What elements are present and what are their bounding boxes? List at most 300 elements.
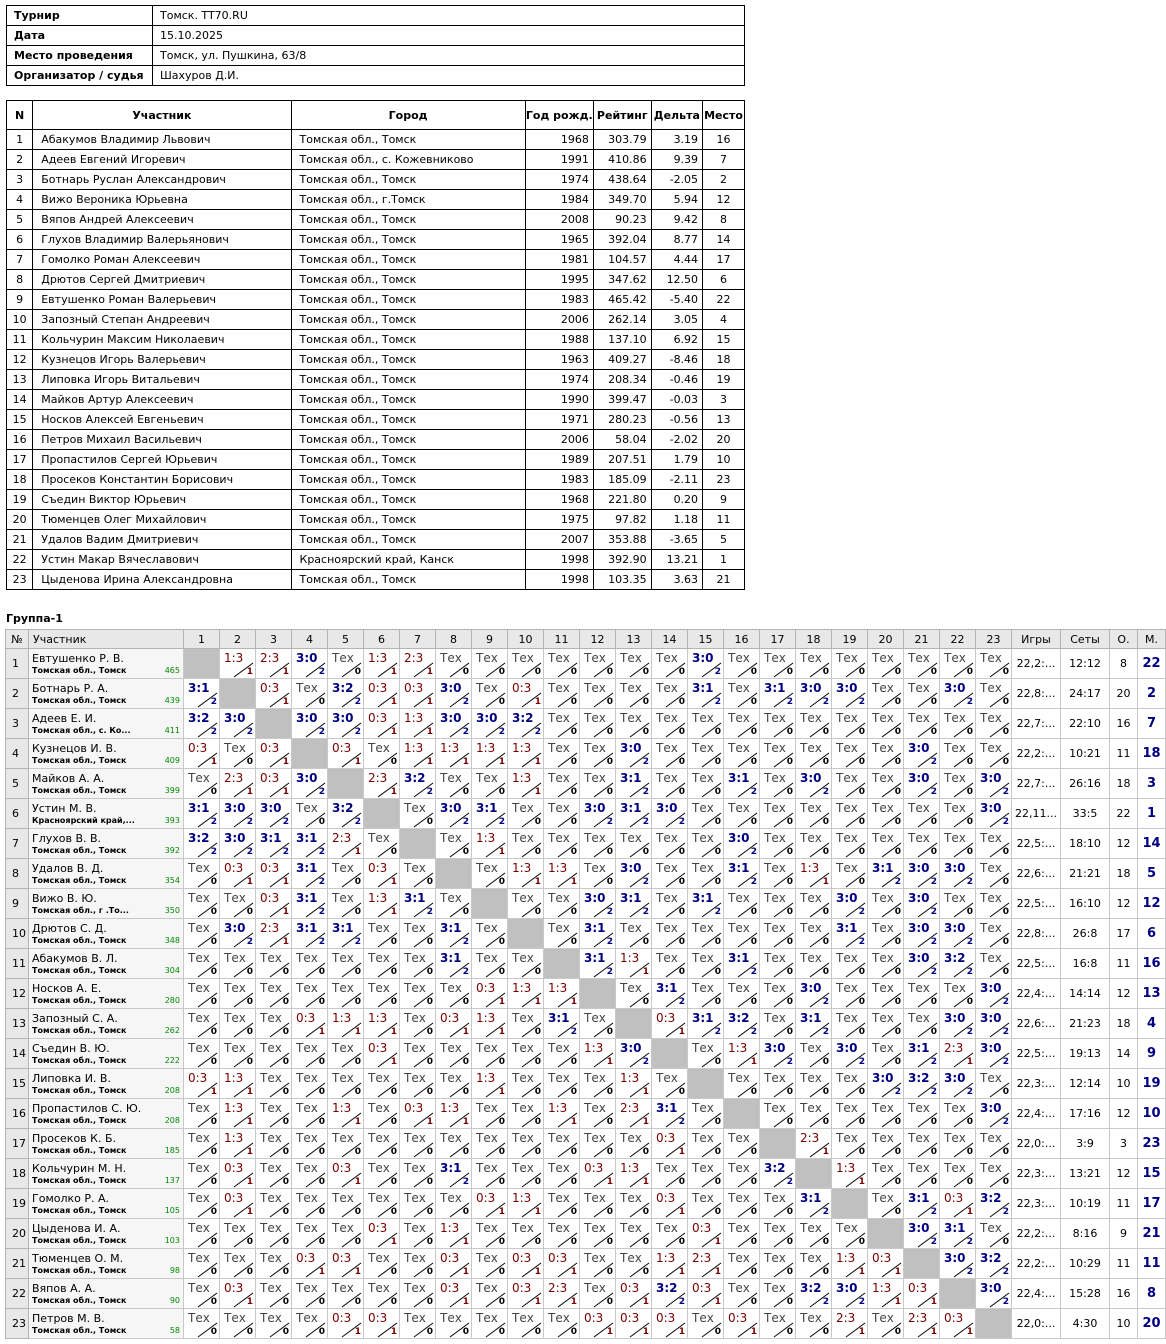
match-result-cell[interactable] bbox=[976, 1099, 1012, 1129]
match-result-cell[interactable] bbox=[364, 1099, 400, 1129]
match-result-cell[interactable] bbox=[616, 1309, 652, 1339]
match-result-cell[interactable] bbox=[940, 769, 976, 799]
match-result-cell[interactable] bbox=[976, 1159, 1012, 1189]
match-result-cell[interactable] bbox=[724, 1069, 760, 1099]
match-result-cell[interactable] bbox=[688, 1249, 724, 1279]
match-result-cell[interactable] bbox=[688, 739, 724, 769]
match-result-cell[interactable] bbox=[508, 859, 544, 889]
match-result-cell[interactable] bbox=[796, 859, 832, 889]
match-result-cell[interactable] bbox=[904, 859, 940, 889]
match-result-cell[interactable] bbox=[364, 1039, 400, 1069]
match-result-cell[interactable] bbox=[796, 1069, 832, 1099]
match-result-cell[interactable] bbox=[724, 1159, 760, 1189]
match-result-cell[interactable] bbox=[652, 1189, 688, 1219]
match-result-cell[interactable] bbox=[940, 1069, 976, 1099]
match-result-cell[interactable] bbox=[544, 1279, 580, 1309]
match-result-cell[interactable] bbox=[796, 1009, 832, 1039]
match-result-cell[interactable] bbox=[976, 1129, 1012, 1159]
match-result-cell[interactable] bbox=[436, 1039, 472, 1069]
match-result-cell[interactable] bbox=[652, 1249, 688, 1279]
match-result-cell[interactable] bbox=[328, 739, 364, 769]
match-result-cell[interactable] bbox=[724, 769, 760, 799]
match-result-cell[interactable] bbox=[544, 1009, 580, 1039]
match-result-cell[interactable] bbox=[652, 919, 688, 949]
match-result-cell[interactable] bbox=[436, 649, 472, 679]
match-result-cell[interactable] bbox=[976, 739, 1012, 769]
match-result-cell[interactable] bbox=[688, 1159, 724, 1189]
match-result-cell[interactable] bbox=[724, 1189, 760, 1219]
match-result-cell[interactable] bbox=[544, 1309, 580, 1339]
match-result-cell[interactable] bbox=[688, 1279, 724, 1309]
match-result-cell[interactable] bbox=[760, 1279, 796, 1309]
match-result-cell[interactable] bbox=[580, 1279, 616, 1309]
match-result-cell[interactable] bbox=[616, 859, 652, 889]
match-result-cell[interactable] bbox=[724, 1039, 760, 1069]
match-result-cell[interactable] bbox=[580, 799, 616, 829]
match-result-cell[interactable] bbox=[436, 739, 472, 769]
match-result-cell[interactable] bbox=[760, 709, 796, 739]
match-result-cell[interactable] bbox=[652, 679, 688, 709]
match-result-cell[interactable] bbox=[400, 1279, 436, 1309]
match-result-cell[interactable] bbox=[328, 1189, 364, 1219]
match-result-cell[interactable] bbox=[724, 919, 760, 949]
match-result-cell[interactable] bbox=[436, 979, 472, 1009]
match-result-cell[interactable] bbox=[184, 1219, 220, 1249]
match-result-cell[interactable] bbox=[508, 769, 544, 799]
match-result-cell[interactable] bbox=[400, 679, 436, 709]
match-result-cell[interactable] bbox=[184, 769, 220, 799]
match-result-cell[interactable] bbox=[724, 709, 760, 739]
match-result-cell[interactable] bbox=[400, 709, 436, 739]
match-result-cell[interactable] bbox=[832, 1009, 868, 1039]
match-result-cell[interactable] bbox=[220, 889, 256, 919]
match-result-cell[interactable] bbox=[724, 1129, 760, 1159]
match-result-cell[interactable] bbox=[616, 1069, 652, 1099]
match-result-cell[interactable] bbox=[364, 949, 400, 979]
match-result-cell[interactable] bbox=[328, 859, 364, 889]
match-result-cell[interactable] bbox=[688, 679, 724, 709]
match-result-cell[interactable] bbox=[508, 889, 544, 919]
match-result-cell[interactable] bbox=[256, 1309, 292, 1339]
match-result-cell[interactable] bbox=[292, 919, 328, 949]
match-result-cell[interactable] bbox=[256, 739, 292, 769]
match-result-cell[interactable] bbox=[724, 889, 760, 919]
match-result-cell[interactable] bbox=[832, 1309, 868, 1339]
match-result-cell[interactable] bbox=[904, 919, 940, 949]
match-result-cell[interactable] bbox=[904, 1099, 940, 1129]
match-result-cell[interactable] bbox=[508, 1219, 544, 1249]
match-result-cell[interactable] bbox=[400, 919, 436, 949]
match-result-cell[interactable] bbox=[472, 709, 508, 739]
match-result-cell[interactable] bbox=[184, 889, 220, 919]
match-result-cell[interactable] bbox=[292, 679, 328, 709]
match-result-cell[interactable] bbox=[796, 1129, 832, 1159]
match-result-cell[interactable] bbox=[364, 769, 400, 799]
match-result-cell[interactable] bbox=[724, 1249, 760, 1279]
match-result-cell[interactable] bbox=[940, 979, 976, 1009]
match-result-cell[interactable] bbox=[760, 679, 796, 709]
match-result-cell[interactable] bbox=[832, 949, 868, 979]
match-result-cell[interactable] bbox=[580, 949, 616, 979]
match-result-cell[interactable] bbox=[472, 799, 508, 829]
match-result-cell[interactable] bbox=[904, 1159, 940, 1189]
match-result-cell[interactable] bbox=[868, 649, 904, 679]
match-result-cell[interactable] bbox=[328, 799, 364, 829]
match-result-cell[interactable] bbox=[652, 1279, 688, 1309]
match-result-cell[interactable] bbox=[832, 829, 868, 859]
match-result-cell[interactable] bbox=[292, 1189, 328, 1219]
match-result-cell[interactable] bbox=[904, 1189, 940, 1219]
match-result-cell[interactable] bbox=[184, 1099, 220, 1129]
match-result-cell[interactable] bbox=[184, 1279, 220, 1309]
match-result-cell[interactable] bbox=[796, 1249, 832, 1279]
match-result-cell[interactable] bbox=[292, 709, 328, 739]
match-result-cell[interactable] bbox=[436, 1099, 472, 1129]
match-result-cell[interactable] bbox=[580, 1129, 616, 1159]
match-result-cell[interactable] bbox=[256, 1249, 292, 1279]
match-result-cell[interactable] bbox=[220, 1129, 256, 1159]
match-result-cell[interactable] bbox=[544, 979, 580, 1009]
match-result-cell[interactable] bbox=[580, 649, 616, 679]
match-result-cell[interactable] bbox=[364, 1189, 400, 1219]
match-result-cell[interactable] bbox=[544, 679, 580, 709]
match-result-cell[interactable] bbox=[508, 1309, 544, 1339]
match-result-cell[interactable] bbox=[760, 1189, 796, 1219]
match-result-cell[interactable] bbox=[904, 679, 940, 709]
match-result-cell[interactable] bbox=[940, 709, 976, 739]
match-result-cell[interactable] bbox=[508, 739, 544, 769]
match-result-cell[interactable] bbox=[328, 1309, 364, 1339]
match-result-cell[interactable] bbox=[616, 1099, 652, 1129]
match-result-cell[interactable] bbox=[256, 799, 292, 829]
grid-player-cell[interactable] bbox=[29, 1069, 184, 1099]
grid-player-cell[interactable] bbox=[29, 649, 184, 679]
match-result-cell[interactable] bbox=[868, 1279, 904, 1309]
match-result-cell[interactable] bbox=[580, 919, 616, 949]
match-result-cell[interactable] bbox=[580, 769, 616, 799]
match-result-cell[interactable] bbox=[472, 1249, 508, 1279]
match-result-cell[interactable] bbox=[652, 1069, 688, 1099]
match-result-cell[interactable] bbox=[436, 1189, 472, 1219]
match-result-cell[interactable] bbox=[580, 1159, 616, 1189]
match-result-cell[interactable] bbox=[616, 649, 652, 679]
match-result-cell[interactable] bbox=[472, 829, 508, 859]
match-result-cell[interactable] bbox=[292, 769, 328, 799]
match-result-cell[interactable] bbox=[508, 1189, 544, 1219]
match-result-cell[interactable] bbox=[724, 1219, 760, 1249]
match-result-cell[interactable] bbox=[796, 1219, 832, 1249]
grid-player-cell[interactable] bbox=[29, 1129, 184, 1159]
match-result-cell[interactable] bbox=[616, 1039, 652, 1069]
match-result-cell[interactable] bbox=[832, 769, 868, 799]
match-result-cell[interactable] bbox=[652, 889, 688, 919]
match-result-cell[interactable] bbox=[292, 949, 328, 979]
match-result-cell[interactable] bbox=[364, 859, 400, 889]
match-result-cell[interactable] bbox=[688, 1099, 724, 1129]
match-result-cell[interactable] bbox=[544, 1159, 580, 1189]
match-result-cell[interactable] bbox=[616, 1159, 652, 1189]
match-result-cell[interactable] bbox=[400, 1189, 436, 1219]
match-result-cell[interactable] bbox=[796, 979, 832, 1009]
match-result-cell[interactable] bbox=[760, 1249, 796, 1279]
match-result-cell[interactable] bbox=[508, 1069, 544, 1099]
match-result-cell[interactable] bbox=[976, 649, 1012, 679]
match-result-cell[interactable] bbox=[688, 709, 724, 739]
match-result-cell[interactable] bbox=[472, 769, 508, 799]
match-result-cell[interactable] bbox=[688, 649, 724, 679]
match-result-cell[interactable] bbox=[580, 1069, 616, 1099]
match-result-cell[interactable] bbox=[184, 949, 220, 979]
match-result-cell[interactable] bbox=[652, 1009, 688, 1039]
match-result-cell[interactable] bbox=[220, 1099, 256, 1129]
match-result-cell[interactable] bbox=[652, 949, 688, 979]
grid-player-cell[interactable] bbox=[29, 709, 184, 739]
grid-player-cell[interactable] bbox=[29, 979, 184, 1009]
match-result-cell[interactable] bbox=[832, 1159, 868, 1189]
match-result-cell[interactable] bbox=[904, 1009, 940, 1039]
match-result-cell[interactable] bbox=[436, 799, 472, 829]
match-result-cell[interactable] bbox=[472, 979, 508, 1009]
match-result-cell[interactable] bbox=[976, 889, 1012, 919]
grid-player-cell[interactable] bbox=[29, 679, 184, 709]
match-result-cell[interactable] bbox=[832, 1129, 868, 1159]
match-result-cell[interactable] bbox=[868, 1039, 904, 1069]
match-result-cell[interactable] bbox=[796, 1099, 832, 1129]
match-result-cell[interactable] bbox=[328, 1069, 364, 1099]
match-result-cell[interactable] bbox=[292, 1129, 328, 1159]
match-result-cell[interactable] bbox=[508, 709, 544, 739]
match-result-cell[interactable] bbox=[184, 1189, 220, 1219]
match-result-cell[interactable] bbox=[256, 649, 292, 679]
match-result-cell[interactable] bbox=[436, 1069, 472, 1099]
match-result-cell[interactable] bbox=[184, 1039, 220, 1069]
match-result-cell[interactable] bbox=[184, 1009, 220, 1039]
match-result-cell[interactable] bbox=[472, 1279, 508, 1309]
match-result-cell[interactable] bbox=[292, 1069, 328, 1099]
match-result-cell[interactable] bbox=[940, 1039, 976, 1069]
match-result-cell[interactable] bbox=[688, 799, 724, 829]
match-result-cell[interactable] bbox=[220, 859, 256, 889]
match-result-cell[interactable] bbox=[940, 1159, 976, 1189]
match-result-cell[interactable] bbox=[724, 949, 760, 979]
match-result-cell[interactable] bbox=[328, 1099, 364, 1129]
match-result-cell[interactable] bbox=[256, 1009, 292, 1039]
match-result-cell[interactable] bbox=[292, 1219, 328, 1249]
match-result-cell[interactable] bbox=[256, 1129, 292, 1159]
match-result-cell[interactable] bbox=[760, 1309, 796, 1339]
match-result-cell[interactable] bbox=[544, 859, 580, 889]
match-result-cell[interactable] bbox=[580, 859, 616, 889]
grid-player-cell[interactable] bbox=[29, 1249, 184, 1279]
match-result-cell[interactable] bbox=[760, 949, 796, 979]
match-result-cell[interactable] bbox=[328, 1129, 364, 1159]
match-result-cell[interactable] bbox=[292, 1039, 328, 1069]
match-result-cell[interactable] bbox=[868, 829, 904, 859]
grid-player-cell[interactable] bbox=[29, 949, 184, 979]
grid-player-cell[interactable] bbox=[29, 1219, 184, 1249]
match-result-cell[interactable] bbox=[688, 1039, 724, 1069]
match-result-cell[interactable] bbox=[544, 1219, 580, 1249]
match-result-cell[interactable] bbox=[868, 1189, 904, 1219]
match-result-cell[interactable] bbox=[904, 799, 940, 829]
match-result-cell[interactable] bbox=[508, 1039, 544, 1069]
match-result-cell[interactable] bbox=[400, 1219, 436, 1249]
match-result-cell[interactable] bbox=[508, 1279, 544, 1309]
match-result-cell[interactable] bbox=[472, 1069, 508, 1099]
match-result-cell[interactable] bbox=[364, 919, 400, 949]
match-result-cell[interactable] bbox=[796, 649, 832, 679]
match-result-cell[interactable] bbox=[364, 1069, 400, 1099]
match-result-cell[interactable] bbox=[184, 979, 220, 1009]
match-result-cell[interactable] bbox=[220, 649, 256, 679]
match-result-cell[interactable] bbox=[652, 1129, 688, 1159]
match-result-cell[interactable] bbox=[364, 1249, 400, 1279]
match-result-cell[interactable] bbox=[328, 1249, 364, 1279]
match-result-cell[interactable] bbox=[796, 919, 832, 949]
match-result-cell[interactable] bbox=[796, 769, 832, 799]
match-result-cell[interactable] bbox=[940, 799, 976, 829]
grid-player-cell[interactable] bbox=[29, 799, 184, 829]
match-result-cell[interactable] bbox=[364, 1009, 400, 1039]
match-result-cell[interactable] bbox=[220, 1039, 256, 1069]
match-result-cell[interactable] bbox=[976, 679, 1012, 709]
match-result-cell[interactable] bbox=[472, 1159, 508, 1189]
match-result-cell[interactable] bbox=[580, 829, 616, 859]
match-result-cell[interactable] bbox=[400, 1009, 436, 1039]
match-result-cell[interactable] bbox=[328, 1159, 364, 1189]
grid-player-cell[interactable] bbox=[29, 889, 184, 919]
match-result-cell[interactable] bbox=[976, 1249, 1012, 1279]
match-result-cell[interactable] bbox=[328, 829, 364, 859]
match-result-cell[interactable] bbox=[508, 1099, 544, 1129]
grid-player-cell[interactable] bbox=[29, 739, 184, 769]
match-result-cell[interactable] bbox=[472, 679, 508, 709]
match-result-cell[interactable] bbox=[652, 1099, 688, 1129]
match-result-cell[interactable] bbox=[796, 1309, 832, 1339]
match-result-cell[interactable] bbox=[328, 1039, 364, 1069]
match-result-cell[interactable] bbox=[616, 1279, 652, 1309]
match-result-cell[interactable] bbox=[184, 1159, 220, 1189]
match-result-cell[interactable] bbox=[940, 739, 976, 769]
match-result-cell[interactable] bbox=[364, 1219, 400, 1249]
match-result-cell[interactable] bbox=[544, 919, 580, 949]
match-result-cell[interactable] bbox=[400, 949, 436, 979]
grid-player-cell[interactable] bbox=[29, 1279, 184, 1309]
match-result-cell[interactable] bbox=[832, 799, 868, 829]
match-result-cell[interactable] bbox=[436, 1279, 472, 1309]
match-result-cell[interactable] bbox=[652, 979, 688, 1009]
match-result-cell[interactable] bbox=[508, 799, 544, 829]
match-result-cell[interactable] bbox=[616, 949, 652, 979]
match-result-cell[interactable] bbox=[256, 1219, 292, 1249]
match-result-cell[interactable] bbox=[616, 889, 652, 919]
match-result-cell[interactable] bbox=[652, 649, 688, 679]
match-result-cell[interactable] bbox=[616, 769, 652, 799]
match-result-cell[interactable] bbox=[616, 739, 652, 769]
match-result-cell[interactable] bbox=[256, 829, 292, 859]
match-result-cell[interactable] bbox=[760, 1099, 796, 1129]
match-result-cell[interactable] bbox=[724, 649, 760, 679]
match-result-cell[interactable] bbox=[940, 649, 976, 679]
match-result-cell[interactable] bbox=[832, 1249, 868, 1279]
match-result-cell[interactable] bbox=[544, 889, 580, 919]
match-result-cell[interactable] bbox=[400, 769, 436, 799]
match-result-cell[interactable] bbox=[940, 919, 976, 949]
match-result-cell[interactable] bbox=[940, 949, 976, 979]
match-result-cell[interactable] bbox=[796, 1039, 832, 1069]
match-result-cell[interactable] bbox=[616, 919, 652, 949]
match-result-cell[interactable] bbox=[868, 769, 904, 799]
match-result-cell[interactable] bbox=[904, 649, 940, 679]
match-result-cell[interactable] bbox=[580, 1189, 616, 1219]
match-result-cell[interactable] bbox=[472, 949, 508, 979]
match-result-cell[interactable] bbox=[400, 799, 436, 829]
match-result-cell[interactable] bbox=[832, 1099, 868, 1129]
match-result-cell[interactable] bbox=[796, 679, 832, 709]
match-result-cell[interactable] bbox=[868, 1159, 904, 1189]
match-result-cell[interactable] bbox=[580, 1039, 616, 1069]
match-result-cell[interactable] bbox=[220, 1219, 256, 1249]
match-result-cell[interactable] bbox=[832, 1069, 868, 1099]
match-result-cell[interactable] bbox=[472, 859, 508, 889]
match-result-cell[interactable] bbox=[400, 889, 436, 919]
match-result-cell[interactable] bbox=[220, 709, 256, 739]
match-result-cell[interactable] bbox=[436, 1129, 472, 1159]
match-result-cell[interactable] bbox=[472, 919, 508, 949]
match-result-cell[interactable] bbox=[832, 889, 868, 919]
match-result-cell[interactable] bbox=[220, 769, 256, 799]
match-result-cell[interactable] bbox=[760, 799, 796, 829]
match-result-cell[interactable] bbox=[544, 1039, 580, 1069]
match-result-cell[interactable] bbox=[904, 979, 940, 1009]
match-result-cell[interactable] bbox=[580, 709, 616, 739]
match-result-cell[interactable] bbox=[544, 1249, 580, 1279]
match-result-cell[interactable] bbox=[508, 1129, 544, 1159]
match-result-cell[interactable] bbox=[436, 889, 472, 919]
match-result-cell[interactable] bbox=[256, 1039, 292, 1069]
match-result-cell[interactable] bbox=[292, 1279, 328, 1309]
match-result-cell[interactable] bbox=[220, 1309, 256, 1339]
match-result-cell[interactable] bbox=[580, 889, 616, 919]
match-result-cell[interactable] bbox=[616, 679, 652, 709]
match-result-cell[interactable] bbox=[832, 859, 868, 889]
match-result-cell[interactable] bbox=[688, 1009, 724, 1039]
match-result-cell[interactable] bbox=[940, 679, 976, 709]
match-result-cell[interactable] bbox=[904, 1039, 940, 1069]
match-result-cell[interactable] bbox=[832, 1039, 868, 1069]
match-result-cell[interactable] bbox=[400, 1159, 436, 1189]
match-result-cell[interactable] bbox=[400, 1309, 436, 1339]
match-result-cell[interactable] bbox=[256, 1099, 292, 1129]
match-result-cell[interactable] bbox=[868, 1309, 904, 1339]
match-result-cell[interactable] bbox=[400, 1129, 436, 1159]
match-result-cell[interactable] bbox=[904, 769, 940, 799]
match-result-cell[interactable] bbox=[472, 1219, 508, 1249]
match-result-cell[interactable] bbox=[328, 979, 364, 1009]
match-result-cell[interactable] bbox=[868, 1099, 904, 1129]
match-result-cell[interactable] bbox=[544, 709, 580, 739]
grid-player-cell[interactable] bbox=[29, 1159, 184, 1189]
match-result-cell[interactable] bbox=[724, 1309, 760, 1339]
match-result-cell[interactable] bbox=[364, 1279, 400, 1309]
match-result-cell[interactable] bbox=[580, 1309, 616, 1339]
match-result-cell[interactable] bbox=[508, 949, 544, 979]
match-result-cell[interactable] bbox=[940, 1129, 976, 1159]
match-result-cell[interactable] bbox=[616, 1249, 652, 1279]
match-result-cell[interactable] bbox=[544, 1189, 580, 1219]
match-result-cell[interactable] bbox=[688, 1219, 724, 1249]
match-result-cell[interactable] bbox=[508, 1159, 544, 1189]
